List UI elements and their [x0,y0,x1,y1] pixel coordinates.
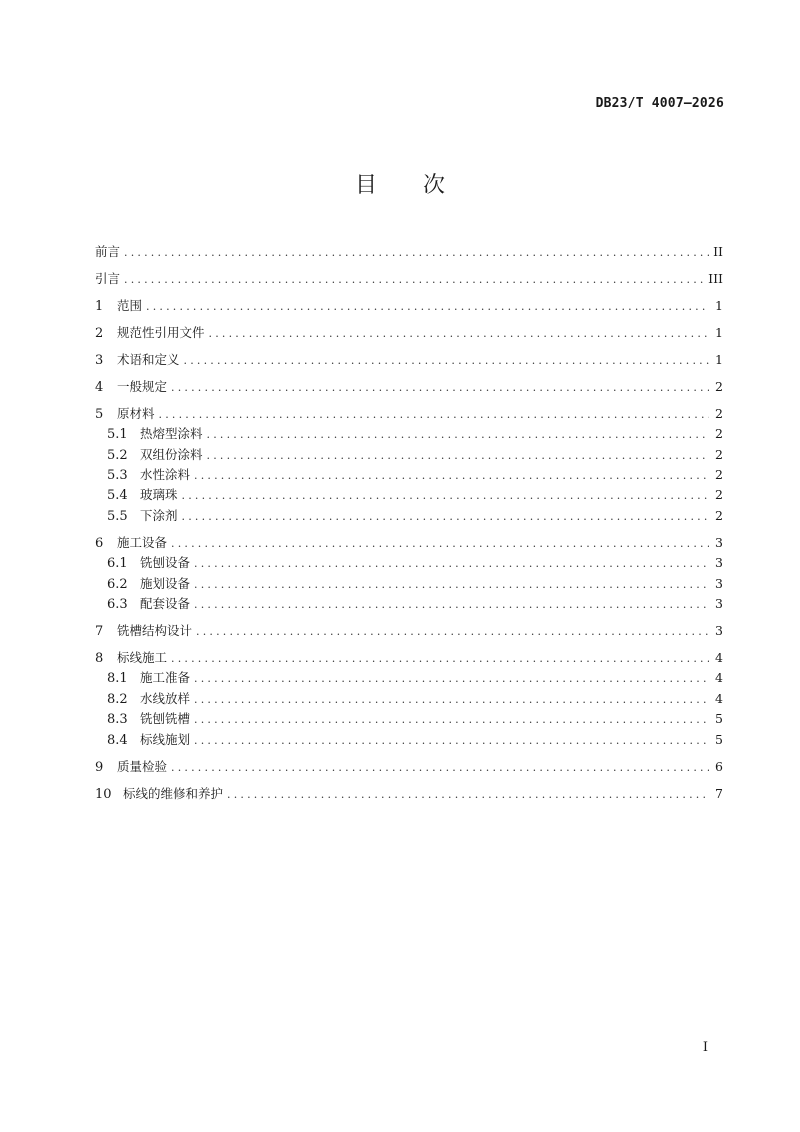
toc-entry-label: 水性涂料 [140,467,191,483]
toc-entry-number: 9 [95,759,104,775]
toc-entry[interactable] [95,574,723,594]
toc-entry-label: 规范性引用文件 [117,324,205,340]
toc-entry-number: 6.2 [107,576,128,592]
toc-entry-label: 术语和定义 [117,351,180,367]
toc-entry-number: 8 [95,650,104,666]
toc-leader-dots [124,243,709,263]
toc-entry-page: 2 [715,507,723,523]
toc-leader-dots [194,595,709,615]
toc-entry[interactable] [95,689,723,709]
toc-entry-page: 2 [715,467,723,483]
toc-entry-page: 4 [715,690,723,706]
toc-entry[interactable] [95,506,723,526]
toc-entry-page: 1 [715,297,723,313]
toc-entry[interactable] [95,445,723,465]
toc-entry-label: 铣槽结构设计 [117,623,193,638]
toc-entry[interactable] [95,377,723,397]
toc-entry-label: 铣刨设备 [140,555,191,571]
toc-entry-page: 3 [715,555,723,571]
toc-entry-page: 5 [715,711,723,727]
toc-entry-page: 2 [715,426,723,442]
toc-entry-number: 8.1 [107,671,128,687]
toc-leader-dots [171,378,709,398]
toc-leader-dots [227,785,709,805]
toc-entry-number: 5.4 [107,488,128,504]
toc-entry-number: 1 [95,298,104,314]
toc-leader-dots [182,486,709,506]
toc-entry[interactable] [95,594,723,614]
toc-entry-label: 标线施划 [140,731,191,747]
toc-leader-dots [194,710,709,730]
toc-leader-dots [194,669,709,689]
toc-entry-page: III [708,270,723,286]
toc-entry-page: 7 [715,785,723,801]
toc-entry-page: 3 [715,623,723,638]
toc-entry[interactable] [95,242,723,262]
toc-entry[interactable] [95,709,723,729]
toc-entry-number: 6.3 [107,597,128,613]
toc-entry-label: 铣刨铣槽 [140,711,191,727]
document-code: DB23/T 4007—2026 [595,96,724,111]
toc-entry[interactable] [95,296,723,316]
toc-entry-label: 原材料 [117,405,155,421]
toc-leader-dots [171,758,709,778]
page-title: 目次 [354,173,491,198]
toc-entry[interactable] [95,485,723,505]
toc-entry-number: 6 [95,535,104,551]
toc-leader-dots [182,507,709,527]
toc-entry-label: 质量检验 [117,758,168,774]
toc-leader-dots [159,405,709,425]
toc-entry-page: 5 [715,731,723,747]
toc-entry-page: 6 [715,758,723,774]
toc-leader-dots [171,534,709,554]
toc-entry-label: 玻璃珠 [140,487,178,503]
toc-entry[interactable] [95,621,723,641]
toc-entry-page: 2 [715,378,723,394]
toc-leader-dots [194,466,709,486]
toc-leader-dots [184,351,709,371]
toc-entry[interactable] [95,424,723,444]
toc-leader-dots [194,554,709,574]
toc-entry-label: 施工准备 [140,670,191,686]
toc-entry-label: 前言 [95,244,121,259]
toc-entry[interactable] [95,269,723,289]
toc-entry-number: 5.5 [107,508,128,524]
toc-entry-number: 5.3 [107,468,128,484]
toc-entry-page: 2 [715,405,723,421]
toc-leader-dots [171,649,709,669]
toc-leader-dots [194,575,709,595]
toc-entry-label: 双组份涂料 [140,446,203,462]
toc-entry-page: 3 [715,534,723,550]
toc-entry-label: 引言 [95,270,121,286]
table-of-contents [95,242,723,804]
toc-entry-page: 2 [715,446,723,462]
toc-entry[interactable] [95,323,723,343]
toc-entry-page: 4 [715,670,723,686]
toc-entry-number: 3 [95,352,104,368]
toc-entry-label: 下涂剂 [140,507,178,523]
toc-entry-number: 5.1 [107,427,128,443]
toc-entry[interactable] [95,553,723,573]
toc-entry-page: 1 [715,351,723,367]
toc-entry[interactable] [95,730,723,750]
toc-entry-page: 3 [715,596,723,612]
toc-entry[interactable] [95,533,723,553]
toc-entry-label: 配套设备 [140,596,191,612]
toc-entry-number: 8.4 [107,732,128,748]
toc-entry-label: 标线施工 [117,649,168,665]
toc-entry-number: 5.2 [107,447,128,463]
toc-entry-page: 3 [715,575,723,591]
toc-entry-number: 7 [95,624,104,639]
toc-entry-label: 一般规定 [117,378,168,394]
toc-entry[interactable] [95,757,723,777]
toc-entry-label: 范围 [117,297,143,313]
toc-entry-number: 8.2 [107,691,128,707]
toc-entry-page: 2 [715,487,723,503]
toc-entry-page: 1 [715,324,723,340]
toc-leader-dots [207,425,709,445]
toc-entry-page: 4 [715,649,723,665]
toc-entry-number: 8.3 [107,712,128,728]
toc-entry-label: 施工设备 [117,534,168,550]
toc-leader-dots [194,731,709,751]
toc-entry-label: 水线放样 [140,690,191,706]
toc-entry-number: 10 [95,786,112,802]
toc-entry[interactable] [95,648,723,668]
toc-leader-dots [146,297,709,317]
toc-entry-number: 6.1 [107,556,128,572]
toc-leader-dots [209,324,709,344]
toc-entry-label: 标线的维修和养护 [123,785,224,801]
toc-entry-number: 5 [95,406,104,422]
toc-entry-label: 热熔型涂料 [140,426,203,442]
toc-entry[interactable] [95,784,723,804]
toc-entry[interactable] [95,668,723,688]
page-number: I [702,1040,708,1055]
toc-leader-dots [194,690,709,710]
toc-entry-number: 2 [95,325,104,341]
toc-entry[interactable] [95,350,723,370]
toc-entry[interactable] [95,404,723,424]
toc-leader-dots [124,270,704,290]
toc-leader-dots [196,622,709,642]
toc-entry-page: II [713,244,723,259]
toc-entry-number: 4 [95,379,104,395]
toc-leader-dots [207,446,709,466]
toc-entry[interactable] [95,465,723,485]
toc-entry-label: 施划设备 [140,575,191,591]
